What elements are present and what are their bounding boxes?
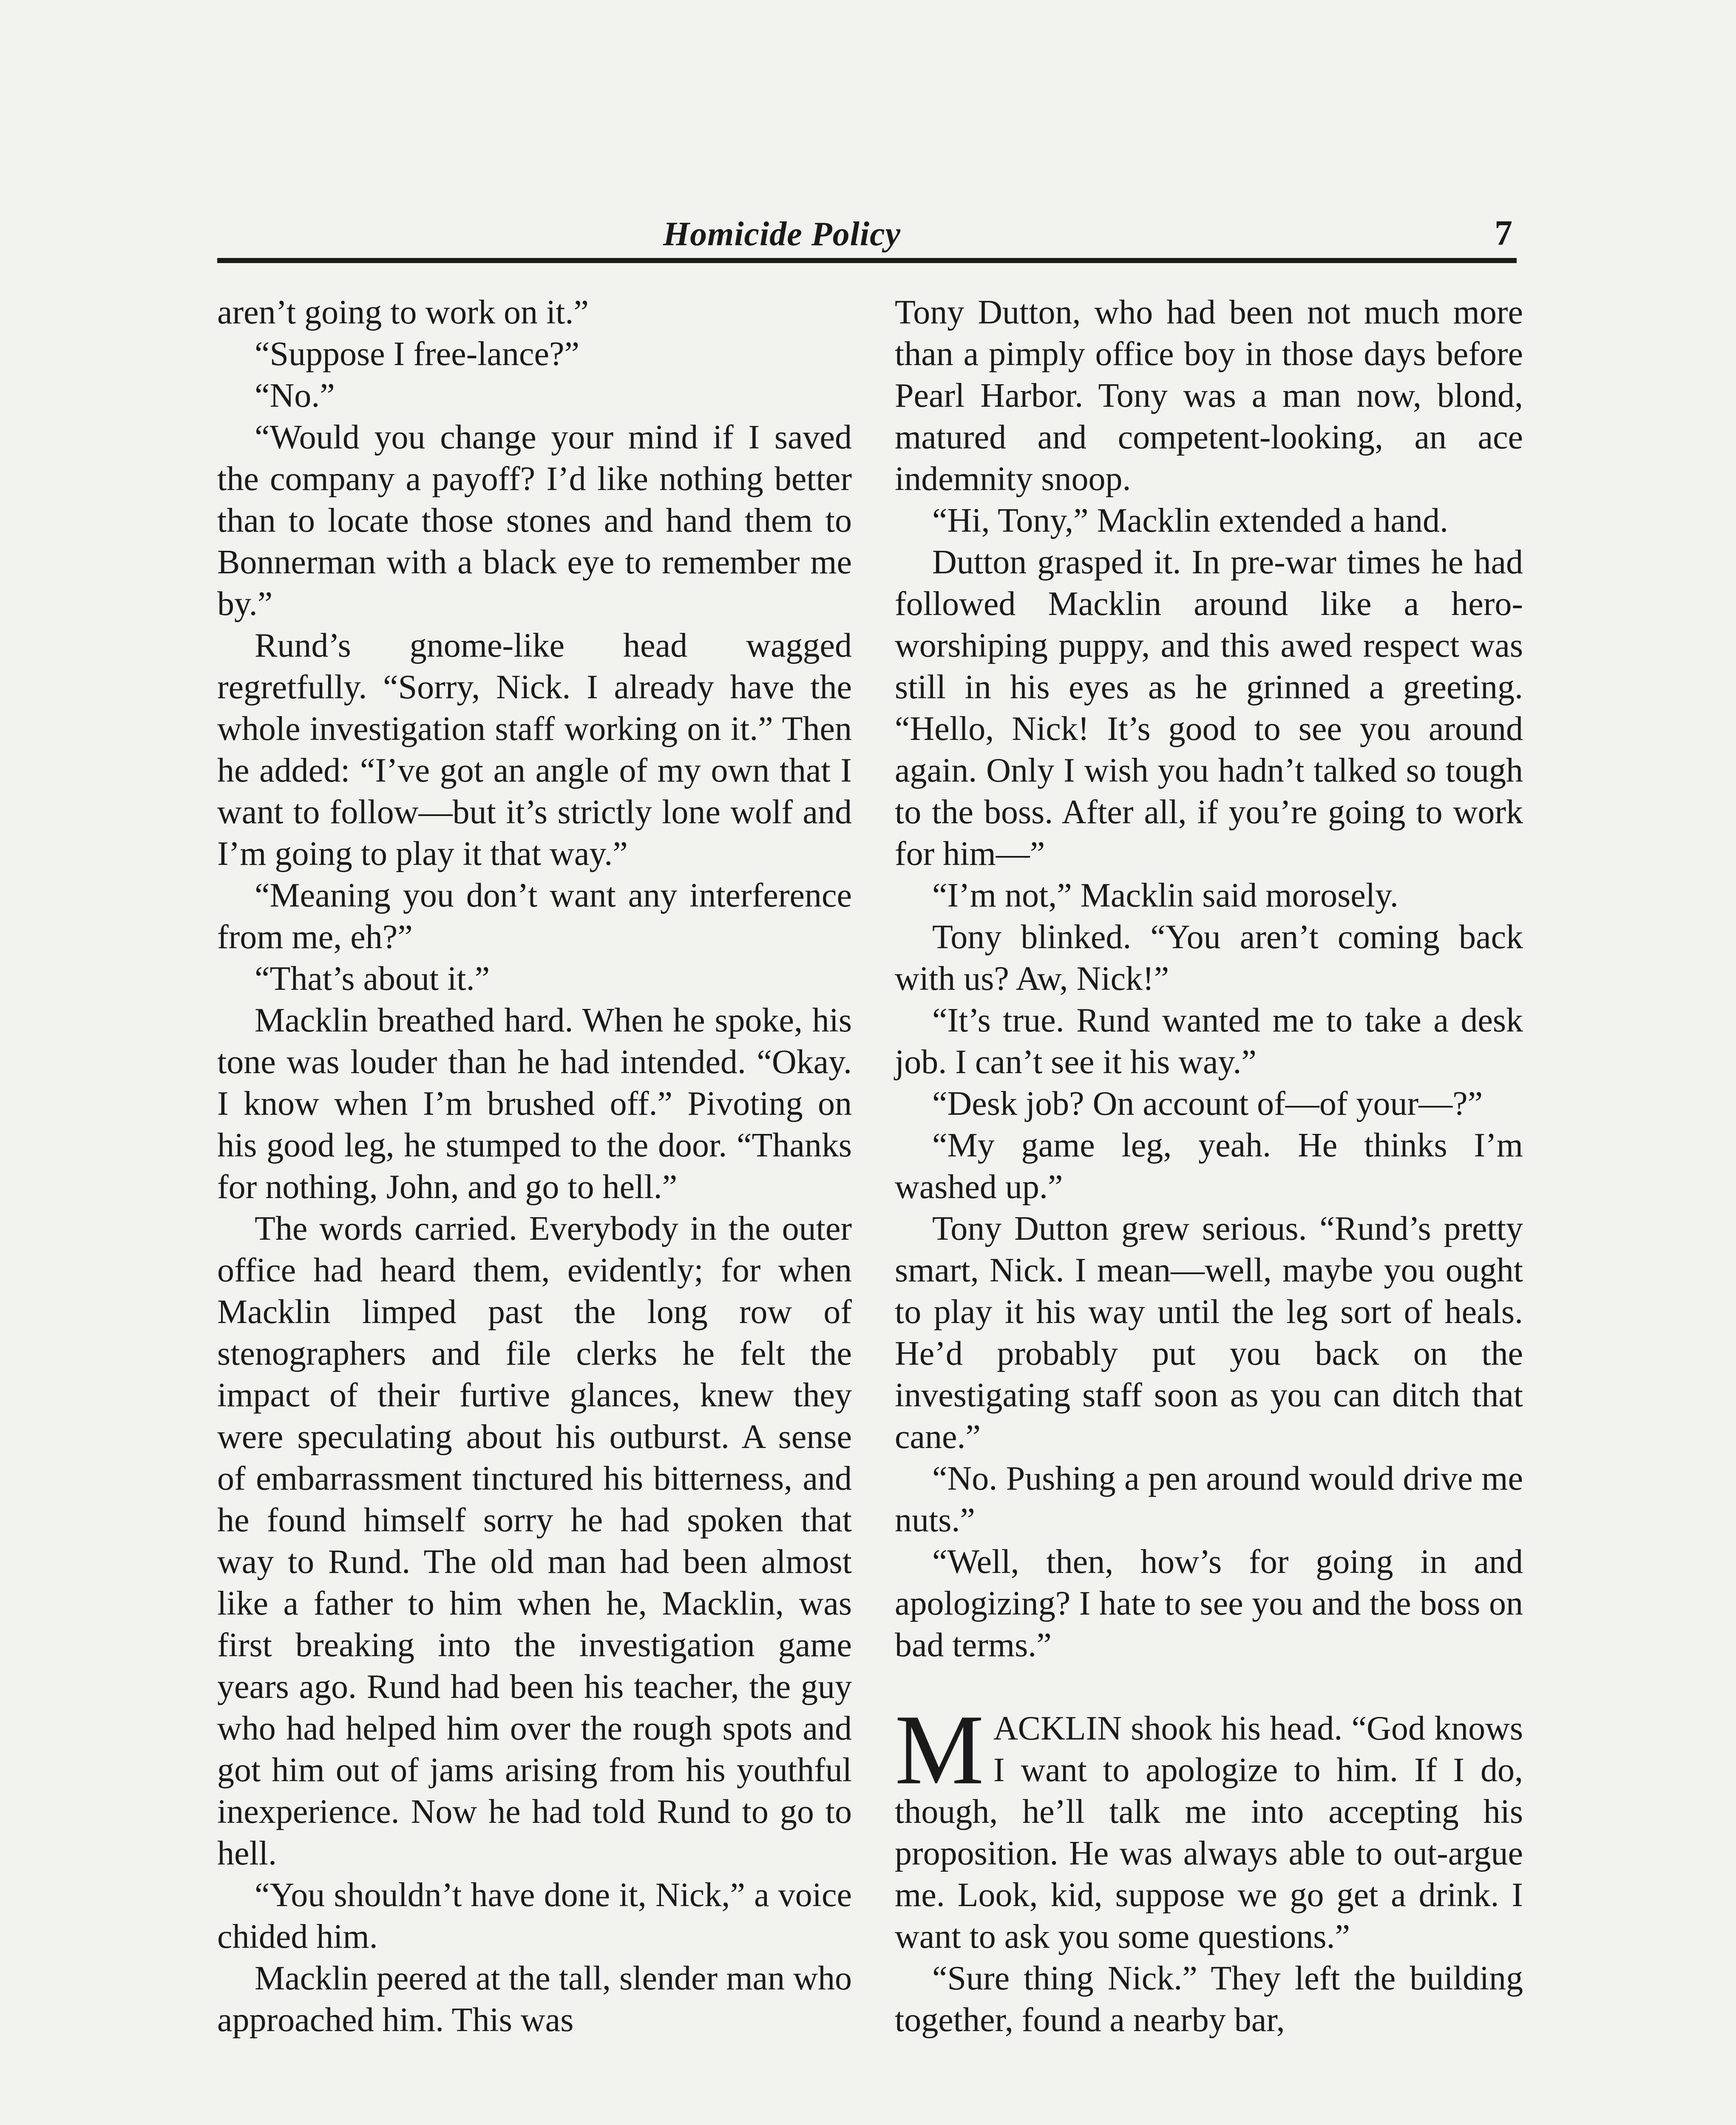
paragraph: Rund’s gnome-like head wagged regretfully. “Sorry, Nick. I already have the whole investigation staff working on it.” Then he added: “I’ve got an angle of my own that I want to follow—but it’s strictly lone wolf and I’m going to play it that way.” — [217, 627, 852, 873]
paragraph: Dutton grasped it. In pre-war times he had followed Macklin around like a hero-worshiping puppy, and this awed respect was still in his eyes as he grinned a greeting. “Hello, Nick! It’s good to see you around again. Only I wish you hadn’t talked so tough to the boss. After all, if you’re going to work for him—” — [895, 544, 1523, 873]
paragraph: “Desk job? On account of—of your—?” — [932, 1085, 1483, 1122]
paragraph: aren’t going to work on it.” — [217, 294, 589, 331]
paragraph: Tony blinked. “You aren’t coming back with us? Aw, Nick!” — [895, 918, 1523, 997]
right-column — [895, 292, 1523, 2041]
section-opening-paragraph — [895, 1694, 1523, 1958]
paragraph: “Would you change your mind if I saved the company a payoff? I’d like nothing better than to locate those stones and hand them to Bonnerman with a black eye to remember me by.” — [217, 419, 852, 623]
paragraph: “Sure thing Nick.” They left the building together, found a nearby bar, — [895, 1960, 1523, 2039]
paragraph: The words carried. Everybody in the outer office had heard them, evidently; for when Macklin limped past the long row of stenographers and file clerks he felt the impact of their furtive glances, knew they were speculating about his outburst. A sense of embarrassment tinctured his bitterness, and he found himself sorry he had spoken that way to Rund. The old man had been almost like a father to him when he, Macklin, was first breaking into the investigation game years ago. Rund had been his teacher, the guy who had helped him over the rough spots and got him out of jams arising from his youthful inexperience. Now he had told Rund to go to hell. — [217, 1210, 852, 1872]
running-header — [217, 207, 1517, 263]
section-opening-text: ACKLIN shook his head. “God knows I want to apologize to him. If I do, though, he’ll talk me into accepting his proposition. He was always able to out-argue me. Look, kid, suppose we go get a drink. I want to ask you some questions.” — [895, 1710, 1523, 1955]
paragraph: Macklin peered at the tall, slender man who approached him. This was — [217, 1960, 852, 2039]
drop-cap: M — [895, 1694, 984, 1805]
paragraph: “You shouldn’t have done it, Nick,” a voice chided him. — [217, 1876, 852, 1955]
paragraph: “I’m not,” Macklin said morosely. — [932, 877, 1398, 914]
paragraph: “It’s true. Rund wanted me to take a desk job. I can’t see it his way.” — [895, 1002, 1523, 1081]
paragraph: “Suppose I free-lance?” — [255, 335, 579, 373]
paragraph: “No. Pushing a pen around would drive me nuts.” — [895, 1460, 1523, 1539]
paragraph: “Meaning you don’t want any interference from me, eh?” — [217, 877, 852, 956]
paragraph: “That’s about it.” — [255, 960, 490, 997]
left-column — [217, 292, 852, 2041]
paragraph: “My game leg, yeah. He thinks I’m washed up.” — [895, 1127, 1523, 1206]
paragraph: Tony Dutton grew serious. “Rund’s pretty smart, Nick. I mean—well, maybe you ought to play it his way until the leg sort of heals. He’d probably put you back on the investigating staff soon as you can ditch that cane.” — [895, 1210, 1523, 1456]
paragraph: “No.” — [255, 377, 335, 414]
running-title: Homicide Policy — [663, 215, 901, 253]
page-number: 7 — [1495, 213, 1512, 253]
paragraph: Tony Dutton, who had been not much more than a pimply office boy in those days before Pearl Harbor. Tony was a man now, blond, matured and competent-looking, an ace indemnity snoop. — [895, 294, 1523, 498]
paragraph: “Hi, Tony,” Macklin extended a hand. — [932, 502, 1449, 539]
paragraph: “Well, then, how’s for going in and apologizing? I hate to see you and the boss on bad terms.” — [895, 1543, 1523, 1664]
paragraph: Macklin breathed hard. When he spoke, his tone was louder than he had intended. “Okay. I know when I’m brushed off.” Pivoting on his good leg, he stumped to the door. “Thanks for nothing, John, and go to hell.” — [217, 1002, 852, 1206]
